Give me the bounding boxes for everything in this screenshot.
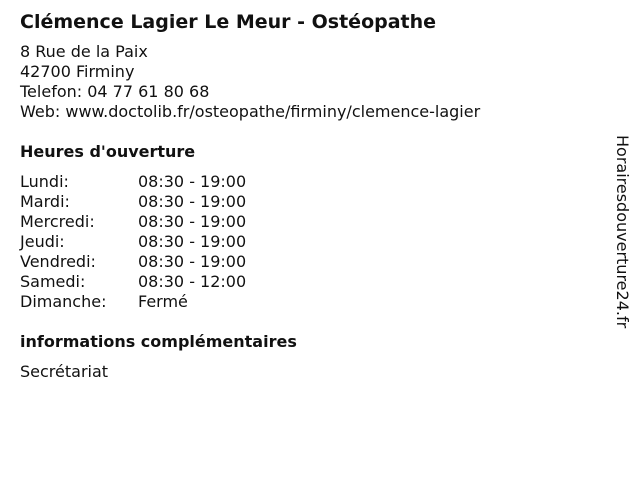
hours-row <box>20 272 246 292</box>
hours-time: 08:30 - 19:00 <box>138 252 247 271</box>
hours-row <box>20 192 246 212</box>
hours-row <box>20 252 246 272</box>
info-text: Secrétariat <box>20 362 109 381</box>
hours-day: Samedi: <box>20 272 86 291</box>
hours-day: Dimanche: <box>20 292 107 311</box>
address-street: 8 Rue de la Paix <box>20 42 148 61</box>
hours-heading: Heures d'ouverture <box>20 142 196 161</box>
hours-time: 08:30 - 19:00 <box>138 172 247 191</box>
hours-row <box>20 212 246 232</box>
business-card <box>20 10 600 382</box>
hours-time: 08:30 - 19:00 <box>138 232 247 251</box>
hours-row <box>20 292 246 312</box>
hours-time: 08:30 - 19:00 <box>138 212 247 231</box>
address-city: 42700 Firminy <box>20 62 135 81</box>
hours-row <box>20 172 246 192</box>
hours-row <box>20 232 246 252</box>
business-name: Clémence Lagier Le Meur - Ostéopathe <box>20 11 437 33</box>
hours-time: Fermé <box>138 292 188 311</box>
hours-day: Mercredi: <box>20 212 95 231</box>
phone-line: Telefon: 04 77 61 80 68 <box>20 82 210 101</box>
hours-day: Mardi: <box>20 192 70 211</box>
site-watermark: Horairesdouverture24.fr <box>613 135 632 329</box>
info-heading: informations complémentaires <box>20 332 297 351</box>
hours-time: 08:30 - 12:00 <box>138 272 247 291</box>
hours-day: Vendredi: <box>20 252 96 271</box>
hours-time: 08:30 - 19:00 <box>138 192 247 211</box>
web-line: Web: www.doctolib.fr/osteopathe/firminy/clemence-lagier <box>20 102 481 121</box>
hours-day: Jeudi: <box>20 232 65 251</box>
hours-day: Lundi: <box>20 172 69 191</box>
address-block <box>20 42 600 122</box>
hours-table <box>20 172 246 312</box>
